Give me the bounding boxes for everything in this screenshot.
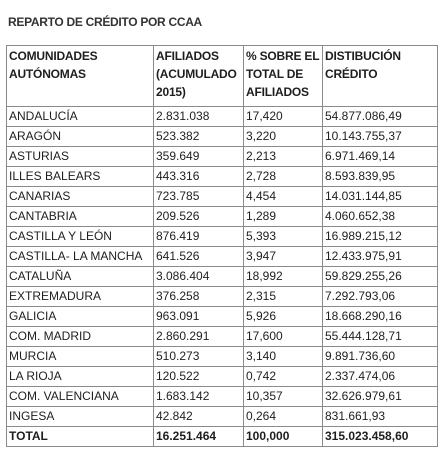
cell-credit: 4.060.652,38 <box>323 207 438 227</box>
cell-community: ANDALUCÍA <box>7 107 154 127</box>
cell-affiliates: 376.258 <box>154 287 244 307</box>
table-row <box>7 247 438 267</box>
cell-affiliates: 2.831.038 <box>154 107 244 127</box>
cell-percentage: 5,926 <box>244 307 323 327</box>
total-label: TOTAL <box>7 427 154 447</box>
cell-community: INGESA <box>7 407 154 427</box>
cell-affiliates: 120.522 <box>154 367 244 387</box>
table-row <box>7 167 438 187</box>
header-affiliates: AFILIADOS (ACUMULADO 2015) <box>154 46 244 107</box>
total-row <box>7 427 438 447</box>
cell-community: CASTILLA- LA MANCHA <box>7 247 154 267</box>
cell-credit: 14.031.144,85 <box>323 187 438 207</box>
cell-percentage: 2,315 <box>244 287 323 307</box>
table-row <box>7 287 438 307</box>
cell-affiliates: 443.316 <box>154 167 244 187</box>
table-row <box>7 187 438 207</box>
cell-community: EXTREMADURA <box>7 287 154 307</box>
header-communities: COMUNIDADES AUTÓNOMAS <box>7 46 154 107</box>
cell-credit: 8.593.839,95 <box>323 167 438 187</box>
cell-community: CATALUÑA <box>7 267 154 287</box>
cell-percentage: 3,140 <box>244 347 323 367</box>
table-row <box>7 147 438 167</box>
cell-credit: 6.971.469,14 <box>323 147 438 167</box>
table-row <box>7 367 438 387</box>
table-row <box>7 127 438 147</box>
cell-credit: 12.433.975,91 <box>323 247 438 267</box>
cell-credit: 59.829.255,26 <box>323 267 438 287</box>
cell-affiliates: 510.273 <box>154 347 244 367</box>
cell-percentage: 5,393 <box>244 227 323 247</box>
cell-percentage: 3,947 <box>244 247 323 267</box>
cell-credit: 7.292.793,06 <box>323 287 438 307</box>
cell-community: GALICIA <box>7 307 154 327</box>
table-title: REPARTO DE CRÉDITO POR CCAA <box>8 15 202 29</box>
cell-percentage: 0,742 <box>244 367 323 387</box>
header-percentage: % SOBRE EL TOTAL DE AFILIADOS <box>244 46 323 107</box>
cell-credit: 9.891.736,60 <box>323 347 438 367</box>
cell-percentage: 18,992 <box>244 267 323 287</box>
table-row <box>7 407 438 427</box>
cell-affiliates: 42.842 <box>154 407 244 427</box>
cell-community: CASTILLA Y LEÓN <box>7 227 154 247</box>
cell-affiliates: 3.086.404 <box>154 267 244 287</box>
cell-credit: 54.877.086,49 <box>323 107 438 127</box>
header-credit-distribution: DISTIBUCIÓN CRÉDITO <box>323 46 438 107</box>
cell-credit: 831.661,93 <box>323 407 438 427</box>
cell-community: ARAGÓN <box>7 127 154 147</box>
cell-credit: 10.143.755,37 <box>323 127 438 147</box>
cell-credit: 16.989.215,12 <box>323 227 438 247</box>
cell-community: ASTURIAS <box>7 147 154 167</box>
cell-credit: 55.444.128,71 <box>323 327 438 347</box>
cell-percentage: 4,454 <box>244 187 323 207</box>
cell-community: LA RIOJA <box>7 367 154 387</box>
table-row <box>7 107 438 127</box>
cell-percentage: 10,357 <box>244 387 323 407</box>
credit-distribution-table <box>6 45 438 447</box>
cell-community: CANARIAS <box>7 187 154 207</box>
cell-affiliates: 641.526 <box>154 247 244 267</box>
total-percentage: 100,000 <box>244 427 323 447</box>
cell-percentage: 1,289 <box>244 207 323 227</box>
cell-percentage: 17,420 <box>244 107 323 127</box>
cell-credit: 18.668.290,16 <box>323 307 438 327</box>
cell-affiliates: 2.860.291 <box>154 327 244 347</box>
table-row <box>7 267 438 287</box>
cell-affiliates: 876.419 <box>154 227 244 247</box>
total-credit: 315.023.458,60 <box>323 427 438 447</box>
cell-percentage: 17,600 <box>244 327 323 347</box>
cell-affiliates: 209.526 <box>154 207 244 227</box>
cell-affiliates: 359.649 <box>154 147 244 167</box>
table-row <box>7 387 438 407</box>
total-affiliates: 16.251.464 <box>154 427 244 447</box>
cell-percentage: 2,728 <box>244 167 323 187</box>
cell-credit: 32.626.979,61 <box>323 387 438 407</box>
cell-percentage: 0,264 <box>244 407 323 427</box>
cell-affiliates: 723.785 <box>154 187 244 207</box>
cell-credit: 2.337.474,06 <box>323 367 438 387</box>
cell-community: MURCIA <box>7 347 154 367</box>
cell-affiliates: 523.382 <box>154 127 244 147</box>
cell-affiliates: 963.091 <box>154 307 244 327</box>
cell-percentage: 2,213 <box>244 147 323 167</box>
table-body <box>7 107 438 447</box>
table-row <box>7 227 438 247</box>
table-row <box>7 307 438 327</box>
cell-community: CANTABRIA <box>7 207 154 227</box>
cell-affiliates: 1.683.142 <box>154 387 244 407</box>
table-row <box>7 347 438 367</box>
cell-percentage: 3,220 <box>244 127 323 147</box>
table-row <box>7 327 438 347</box>
cell-community: COM. MADRID <box>7 327 154 347</box>
cell-community: COM. VALENCIANA <box>7 387 154 407</box>
table-row <box>7 207 438 227</box>
header-row <box>7 46 438 107</box>
cell-community: ILLES BALEARS <box>7 167 154 187</box>
